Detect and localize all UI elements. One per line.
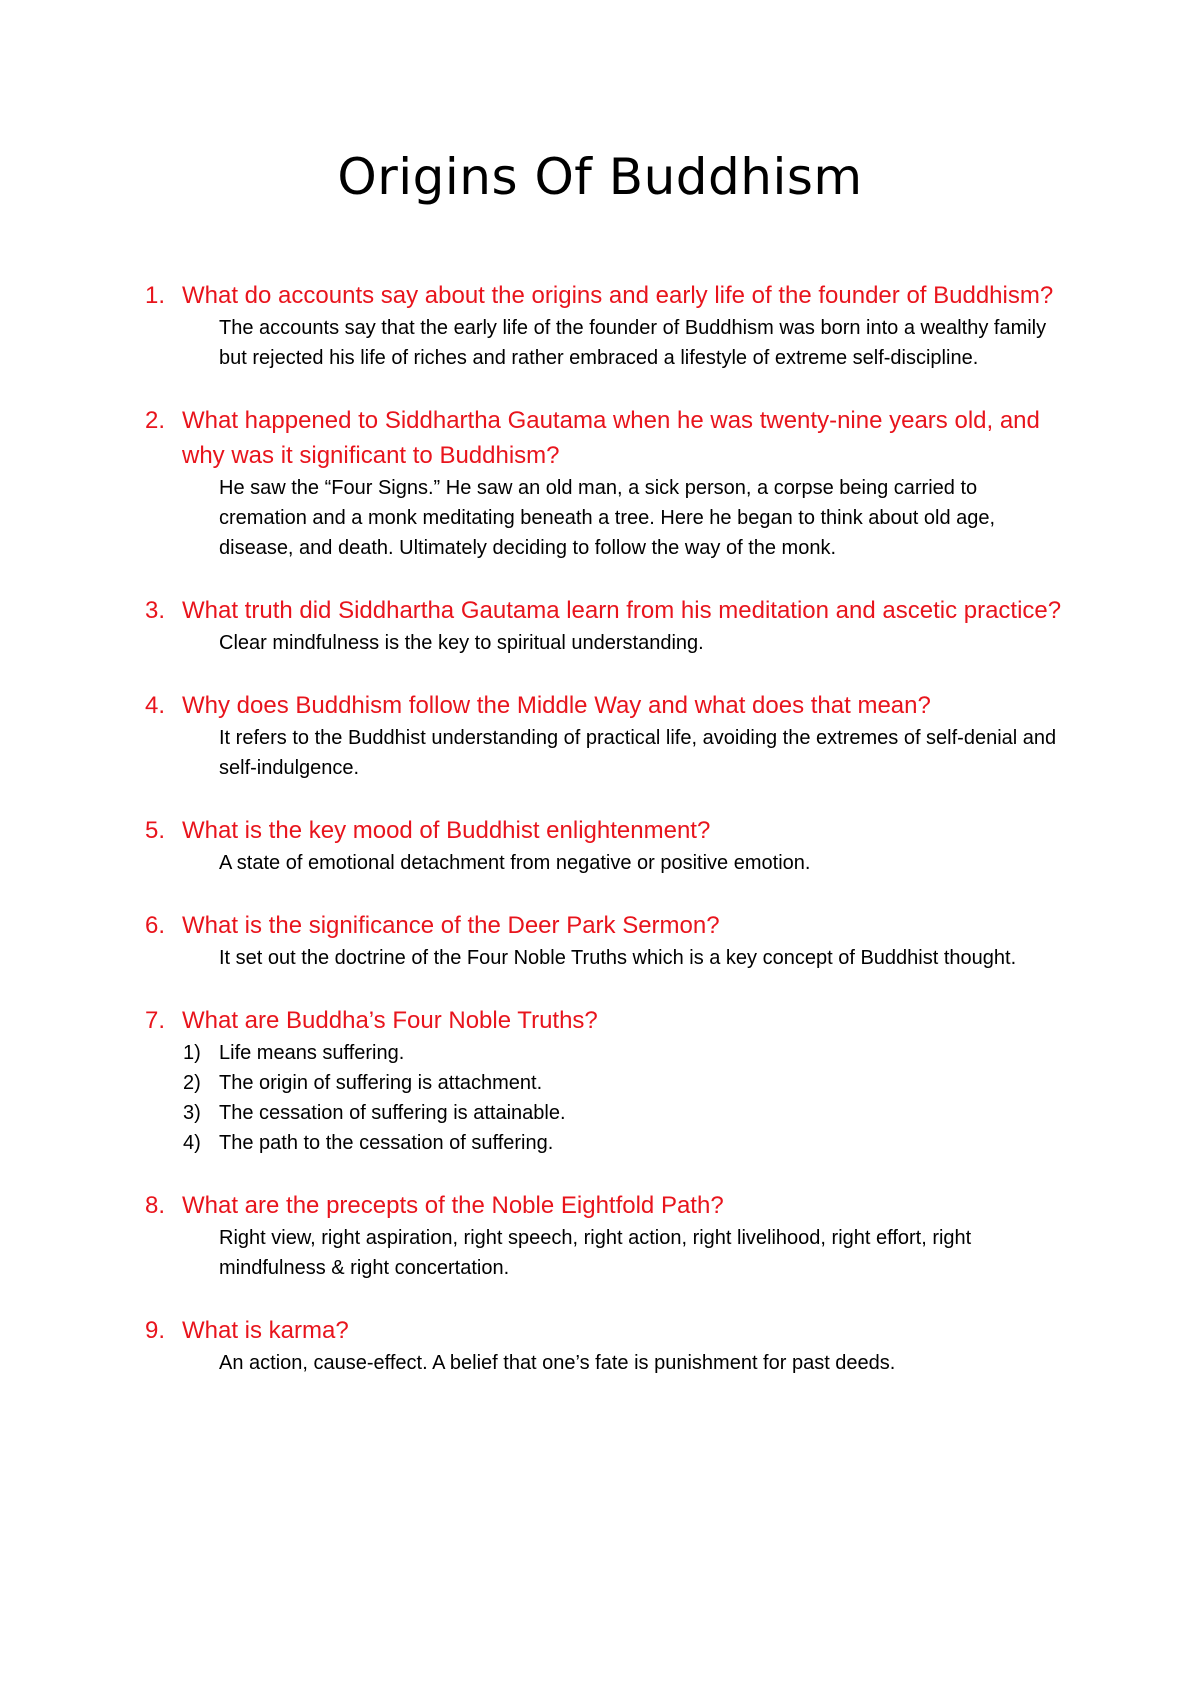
noble-truth-number: 2) <box>183 1072 201 1094</box>
answer-text: Right view, right aspiration, right speech, right action, right livelihood, right effort, right mindfulness & right concertation. <box>219 1227 972 1279</box>
question-text: What is the key mood of Buddhist enlightenment? <box>182 817 711 844</box>
question-item-6 <box>0 908 1200 973</box>
question-text: What happened to Siddhartha Gautama when he was twenty-nine years old, and why was it significant to Buddhism? <box>182 407 1040 469</box>
noble-truth-item <box>0 1098 1200 1128</box>
question-list <box>0 278 1200 1408</box>
answer-text: Clear mindfulness is the key to spiritual understanding. <box>219 632 704 654</box>
question-text: What truth did Siddhartha Gautama learn from his meditation and ascetic practice? <box>182 597 1062 624</box>
question-number: 6. <box>145 912 166 939</box>
question-text: What is karma? <box>182 1317 349 1344</box>
question-item-9 <box>0 1313 1200 1378</box>
question-item-7 <box>0 1003 1200 1158</box>
noble-truth-item <box>0 1068 1200 1098</box>
noble-truth-text: The origin of suffering is attachment. <box>219 1072 543 1094</box>
noble-truth-item <box>0 1128 1200 1158</box>
answer-text: He saw the “Four Signs.” He saw an old man, a sick person, a corpse being carried to cremation and a monk meditating beneath a tree. Here he began to think about old age, disease, and death. Ultimately deciding to follow the way of the monk. <box>219 477 996 559</box>
question-number: 1. <box>145 282 166 309</box>
question-number: 4. <box>145 692 166 719</box>
question-item-5 <box>0 813 1200 878</box>
question-number: 5. <box>145 817 166 844</box>
noble-truths-list <box>0 1038 1200 1158</box>
answer-text: It refers to the Buddhist understanding of practical life, avoiding the extremes of self-denial and self-indulgence. <box>219 727 1057 779</box>
noble-truth-text: The path to the cessation of suffering. <box>219 1132 554 1154</box>
question-text: What are Buddha’s Four Noble Truths? <box>182 1007 598 1034</box>
question-text: Why does Buddhism follow the Middle Way and what does that mean? <box>182 692 931 719</box>
question-text: What is the significance of the Deer Park Sermon? <box>182 912 720 939</box>
noble-truth-number: 3) <box>183 1102 201 1124</box>
noble-truth-text: The cessation of suffering is attainable. <box>219 1102 566 1124</box>
noble-truth-number: 1) <box>183 1042 201 1064</box>
question-text: What do accounts say about the origins and early life of the founder of Buddhism? <box>182 282 1054 309</box>
question-item-4 <box>0 688 1200 783</box>
question-number: 7. <box>145 1007 166 1034</box>
question-item-1 <box>0 278 1200 373</box>
question-number: 3. <box>145 597 166 624</box>
question-item-8 <box>0 1188 1200 1283</box>
noble-truth-number: 4) <box>183 1132 201 1154</box>
question-number: 8. <box>145 1192 166 1219</box>
question-item-2 <box>0 403 1200 563</box>
question-number: 9. <box>145 1317 166 1344</box>
noble-truth-text: Life means suffering. <box>219 1042 405 1064</box>
page-title: Origins Of Buddhism <box>337 148 863 206</box>
question-text: What are the precepts of the Noble Eightfold Path? <box>182 1192 724 1219</box>
question-number: 2. <box>145 407 166 434</box>
question-item-3 <box>0 593 1200 658</box>
answer-text: An action, cause-effect. A belief that one’s fate is punishment for past deeds. <box>219 1352 896 1374</box>
answer-text: The accounts say that the early life of the founder of Buddhism was born into a wealthy family but rejected his life of riches and rather embraced a lifestyle of extreme self-discipline. <box>219 317 1047 369</box>
answer-text: A state of emotional detachment from negative or positive emotion. <box>219 852 811 874</box>
noble-truth-item <box>0 1038 1200 1068</box>
answer-text: It set out the doctrine of the Four Noble Truths which is a key concept of Buddhist thought. <box>219 947 1017 969</box>
